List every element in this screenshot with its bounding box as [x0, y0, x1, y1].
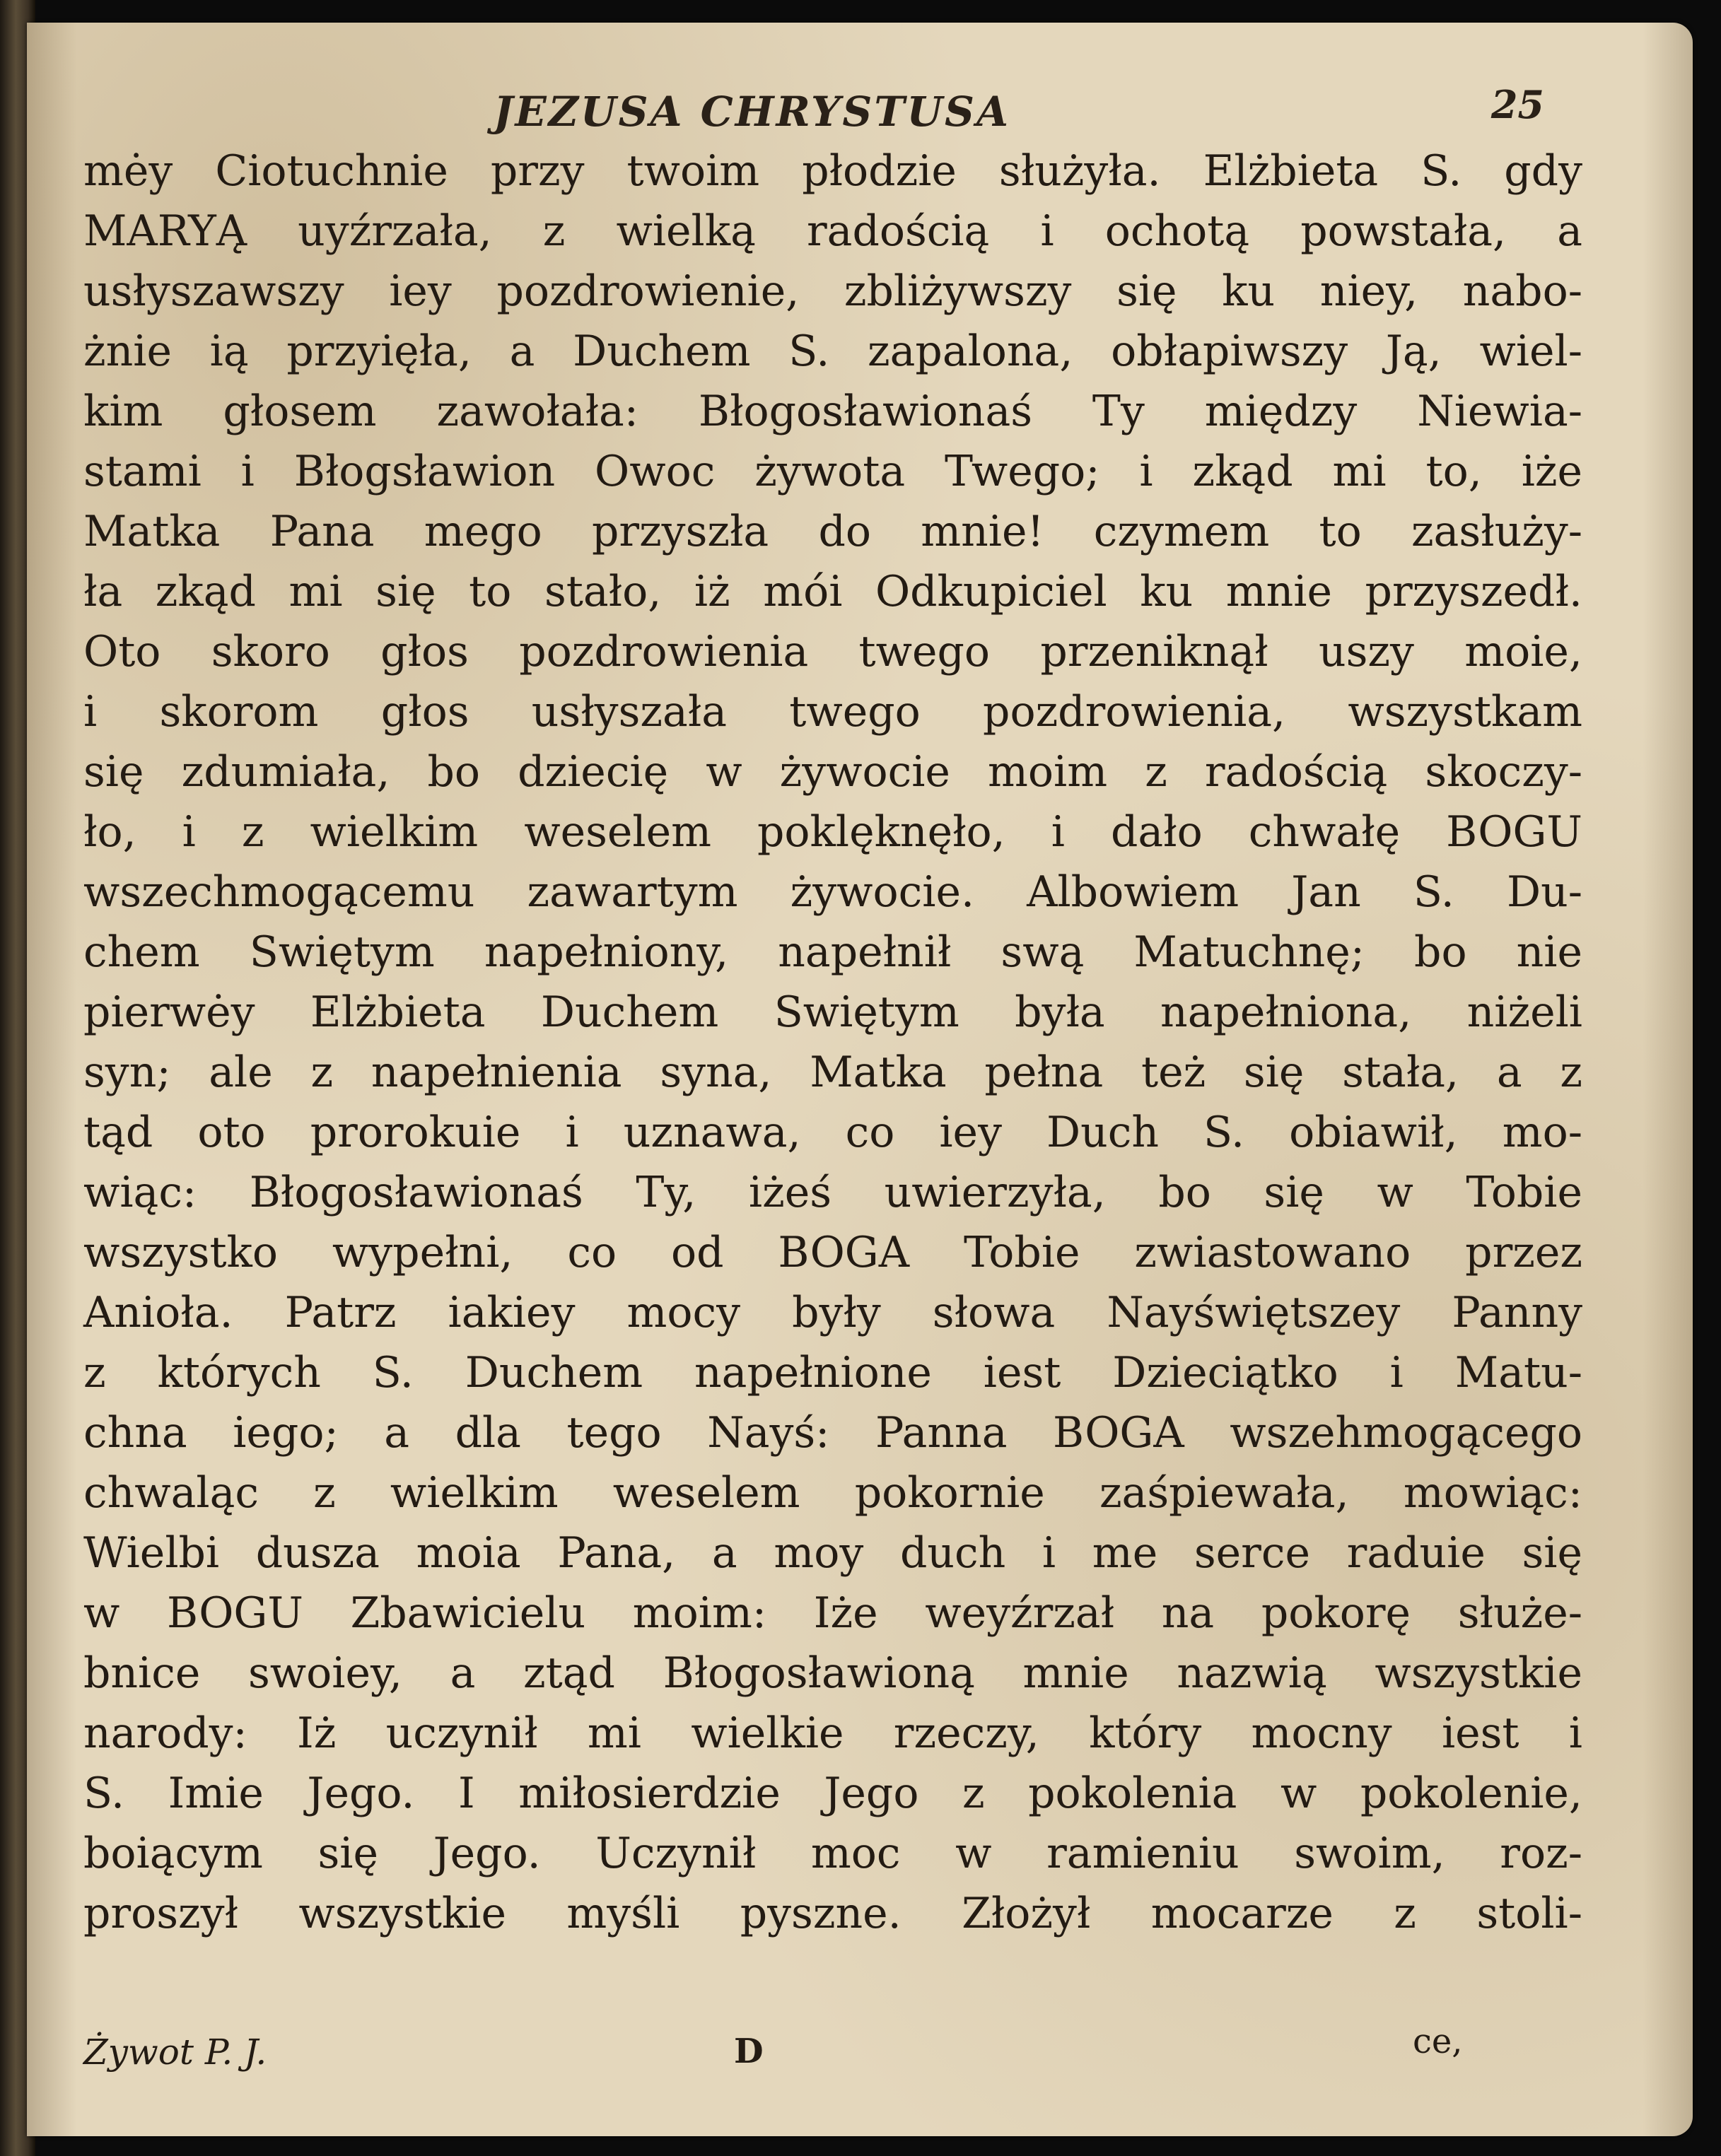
- text-line: Wielbi dusza moia Pana, a moy duch i me serce raduie się: [83, 1528, 1582, 1578]
- text-line: stami i Błogsławion Owoc żywota Twego; i zkąd mi to, iże: [83, 447, 1582, 496]
- text-line: Matka Pana mego przyszła do mnie! czymem to zasłuży-: [83, 507, 1582, 556]
- book-page: [27, 23, 1693, 2136]
- text-line: Anioła. Patrz iakiey mocy były słowa Nayświętszey Panny: [83, 1288, 1582, 1337]
- page-header: [27, 66, 1693, 144]
- text-line: żnie ią przyięła, a Duchem S. zapalona, obłapiwszy Ją, wiel-: [83, 327, 1582, 376]
- text-line: Oto skoro głos pozdrowienia twego przeniknął uszy moie,: [83, 627, 1582, 676]
- text-line: pierwėy Elżbieta Duchem Swiętym była napełniona, niżeli: [83, 988, 1582, 1037]
- text-line: wszechmogącemu zawartym żywocie. Albowiem Jan S. Du-: [83, 867, 1582, 917]
- text-line: usłyszawszy iey pozdrowienie, zbliżywszy się ku niey, nabo-: [83, 266, 1582, 316]
- text-line: się zdumiała, bo dziecię w żywocie moim z radością skoczy-: [83, 747, 1582, 797]
- text-line: S. Imie Jego. I miłosierdzie Jego z pokolenia w pokolenie,: [83, 1769, 1582, 1818]
- text-line: wszystko wypełni, co od BOGA Tobie zwiastowano przez: [83, 1228, 1582, 1277]
- text-line: narody: Iż uczynił mi wielkie rzeczy, który mocny iest i: [83, 1709, 1582, 1758]
- body-text: [83, 141, 1582, 1944]
- text-line: ła zkąd mi się to stało, iż mói Odkupiciel ku mnie przyszedł.: [83, 567, 1582, 616]
- text-line: chna iego; a dla tego Nayś: Panna BOGA wszehmogącego: [83, 1408, 1582, 1458]
- page-number: 25: [1490, 82, 1544, 127]
- text-line: chem Swiętym napełniony, napełnił swą Matuchnę; bo nie: [83, 927, 1582, 977]
- text-line: proszył wszystkie myśli pyszne. Złożył mocarze z stoli-: [83, 1889, 1582, 1938]
- running-title: JEZUSA CHRYSTUSA: [494, 88, 1010, 136]
- text-line: syn; ale z napełnienia syna, Matka pełna też się stała, a z: [83, 1048, 1582, 1097]
- text-line: bnice swoiey, a ztąd Błogosławioną mnie nazwią wszystkie: [83, 1648, 1582, 1698]
- page-footer: [27, 2022, 1693, 2095]
- text-line: z których S. Duchem napełnione iest Dzieciątko i Matu-: [83, 1348, 1582, 1398]
- text-line: i skorom głos usłyszała twego pozdrowienia, wszystkam: [83, 687, 1582, 737]
- signature-mark: Żywot P. J.: [83, 2032, 267, 2073]
- text-line: w BOGU Zbawicielu moim: Iże weyźrzał na pokorę służe-: [83, 1588, 1582, 1638]
- text-line: MARYĄ uyźrzała, z wielką radością i ochotą powstała, a: [83, 206, 1582, 256]
- gathering-mark: D: [734, 2032, 764, 2071]
- catchword: ce,: [1413, 2022, 1463, 2061]
- text-line: ło, i z wielkim weselem poklęknęło, i dało chwałę BOGU: [83, 807, 1582, 857]
- text-line: boiącym się Jego. Uczynił moc w ramieniu swoim, roz-: [83, 1829, 1582, 1878]
- text-line: kim głosem zawołała: Błogosławionaś Ty między Niewia-: [83, 387, 1582, 436]
- text-line: wiąc: Błogosławionaś Ty, iżeś uwierzyła, bo się w Tobie: [83, 1168, 1582, 1217]
- text-line: mėy Ciotuchnie przy twoim płodzie służyła. Elżbieta S. gdy: [83, 146, 1582, 196]
- text-line: chwaląc z wielkim weselem pokornie zaśpiewała, mowiąc:: [83, 1468, 1582, 1518]
- text-line: tąd oto prorokuie i uznawa, co iey Duch S. obiawił, mo-: [83, 1108, 1582, 1157]
